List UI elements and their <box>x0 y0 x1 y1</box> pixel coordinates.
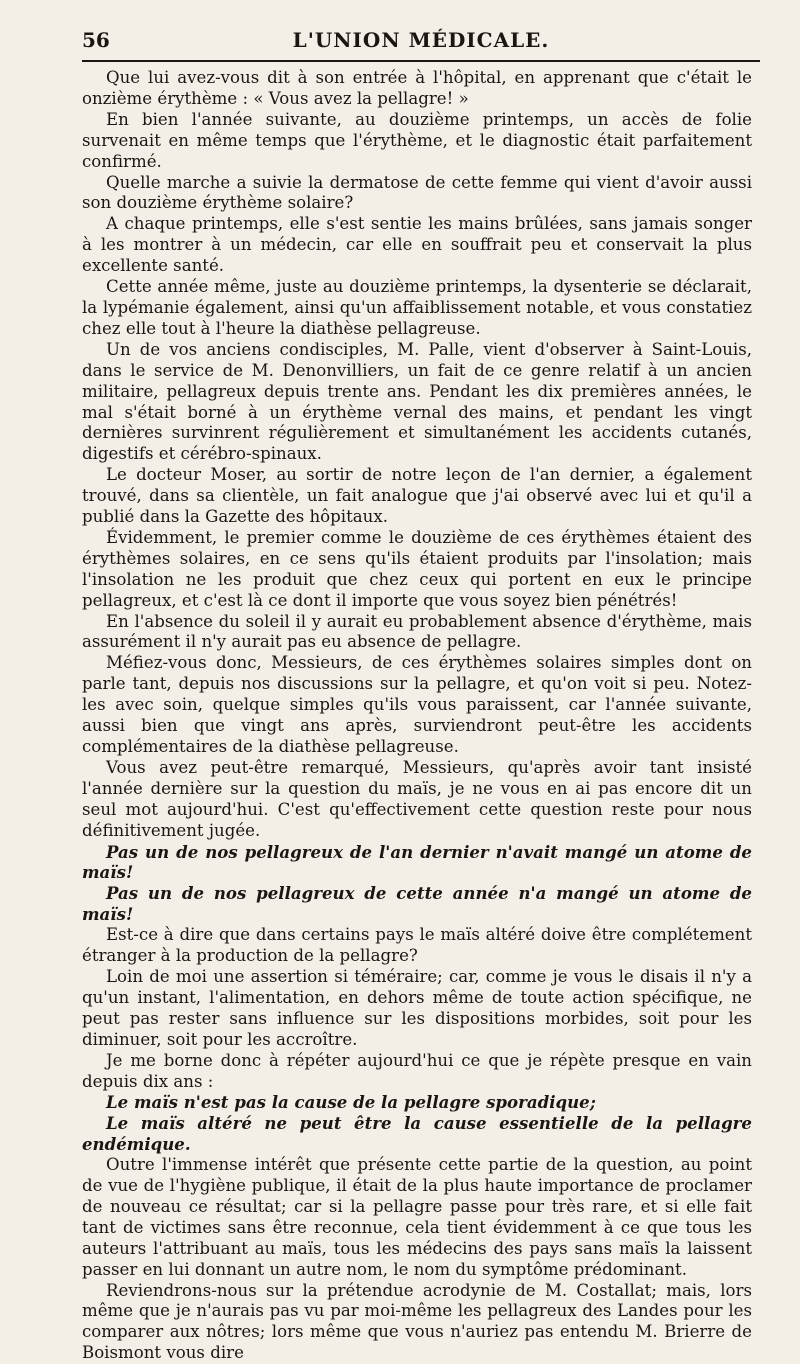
body-paragraph: Cette année même, juste au douzième printemps, la dysenterie se déclarait, la lypémanie également, ainsi qu'un affaiblissement notable, et vous constatiez chez elle tout à l'heure la diathèse pellagreuse. <box>82 277 752 338</box>
body-paragraph: Un de vos anciens condisciples, M. Palle, vient d'observer à Saint-Louis, dans le service de M. Denonvilliers, un fait de ce genre relatif à un ancien militaire, pellagreux depuis trente ans. Pendant les dix premières années, le mal s'était borné à un érythème vernal des mains, et pendant les vingt dernières survinrent régulièrement et simultanément les accidents cutanés, digestifs et cérébro-spinaux. <box>82 339 752 464</box>
body-paragraph: Est-ce à dire que dans certains pays le maïs altéré doive être complétement étranger à la production de la pellagre? <box>82 925 752 966</box>
body-text <box>82 68 752 1364</box>
body-paragraph: En l'absence du soleil il y aurait eu probablement absence d'érythème, mais assurément il n'y aurait pas eu absence de pellagre. <box>82 611 752 652</box>
body-paragraph: Reviendrons-nous sur la prétendue acrodynie de M. Costallat; mais, lors même que je n'aurais pas vu par moi-même les pellagreux des Landes pour les comparer aux nôtres; lors même que vous n'auriez pas entendu M. Brierre de Boismont vous dire <box>82 1280 752 1363</box>
running-title: L'UNION MÉDICALE. <box>292 28 550 52</box>
body-paragraph: Loin de moi une assertion si téméraire; car, comme je vous le disais il n'y a qu'un instant, l'alimentation, en dehors même de toute action spécifique, ne peut pas rester sans influence sur les dispositions morbides, soit pour les diminuer, soit pour les accroître. <box>82 966 752 1049</box>
body-paragraph: Évidemment, le premier comme le douzième de ces érythèmes étaient des érythèmes solaires, en ce sens qu'ils étaient produits par l'insolation; mais l'insolation ne les produit que chez ceux qui portent en eux le principe pellagreux, et c'est là ce dont il importe que vous soyez bien pénétrés! <box>82 527 752 610</box>
italic-paragraph: Le maïs altéré ne peut être la cause essentielle de la pellagre endémique. <box>82 1113 752 1155</box>
header-rule <box>82 60 760 62</box>
body-paragraph: Je me borne donc à répéter aujourd'hui ce que je répète presque en vain depuis dix ans : <box>82 1050 752 1091</box>
body-paragraph: Quelle marche a suivie la dermatose de cette femme qui vient d'avoir aussi son douzième érythème solaire? <box>82 172 752 213</box>
body-paragraph: Méfiez-vous donc, Messieurs, de ces érythèmes solaires simples dont on parle tant, depuis nos discussions sur la pellagre, et qu'on voit si peu. Notez-les avec soin, quelque simples qu'ils vous paraissent, car l'année suivante, aussi bien que vingt ans après, surviendront peut-être les accidents complémentaires de la diathèse pellagreuse. <box>82 653 752 756</box>
body-paragraph: Le docteur Moser, au sortir de notre leçon de l'an dernier, a également trouvé, dans sa clientèle, un fait analogue que j'ai observé avec lui et qu'il a publié dans la Gazette des hôpitaux. <box>82 465 752 527</box>
body-paragraph: Outre l'immense intérêt que présente cette partie de la question, au point de vue de l'hygiène publique, il était de la plus haute importance de proclamer de nouveau ce résultat; car si la pellagre passe pour très rare, et si elle fait tant de victimes sans être reconnue, cela tient évidemment à ce que tous les auteurs l'attribuant au maïs, tous les médecins des pays sans maïs la laissent passer en lui donnant un autre nom, le nom du symptôme prédominant. <box>82 1155 752 1279</box>
body-paragraph: A chaque printemps, elle s'est sentie les mains brûlées, sans jamais songer à les montrer à un médecin, car elle en souffrait peu et conservait la plus excellente santé. <box>82 214 752 276</box>
page-header <box>82 22 760 62</box>
body-paragraph: Que lui avez-vous dit à son entrée à l'hôpital, en apprenant que c'était le onzième érythème : « Vous avez la pellagre! » <box>82 68 752 108</box>
italic-paragraph: Pas un de nos pellagreux de l'an dernier n'avait mangé un atome de maïs! <box>82 841 752 883</box>
body-paragraph: En bien l'année suivante, au douzième printemps, un accès de folie survenait en même temps que l'érythème, et le diagnostic était parfaitement confirmé. <box>82 109 752 171</box>
page-number: 56 <box>82 28 110 52</box>
body-paragraph: Vous avez peut-être remarqué, Messieurs, qu'après avoir tant insisté l'année dernière sur la question du maïs, je ne vous en ai pas encore dit un seul mot aujourd'hui. C'est qu'effectivement cette question reste pour nous définitivement jugée. <box>82 757 752 840</box>
italic-paragraph: Le maïs n'est pas la cause de la pellagre sporadique; <box>106 1092 596 1113</box>
italic-paragraph: Pas un de nos pellagreux de cette année n'a mangé un atome de maïs! <box>82 883 752 925</box>
